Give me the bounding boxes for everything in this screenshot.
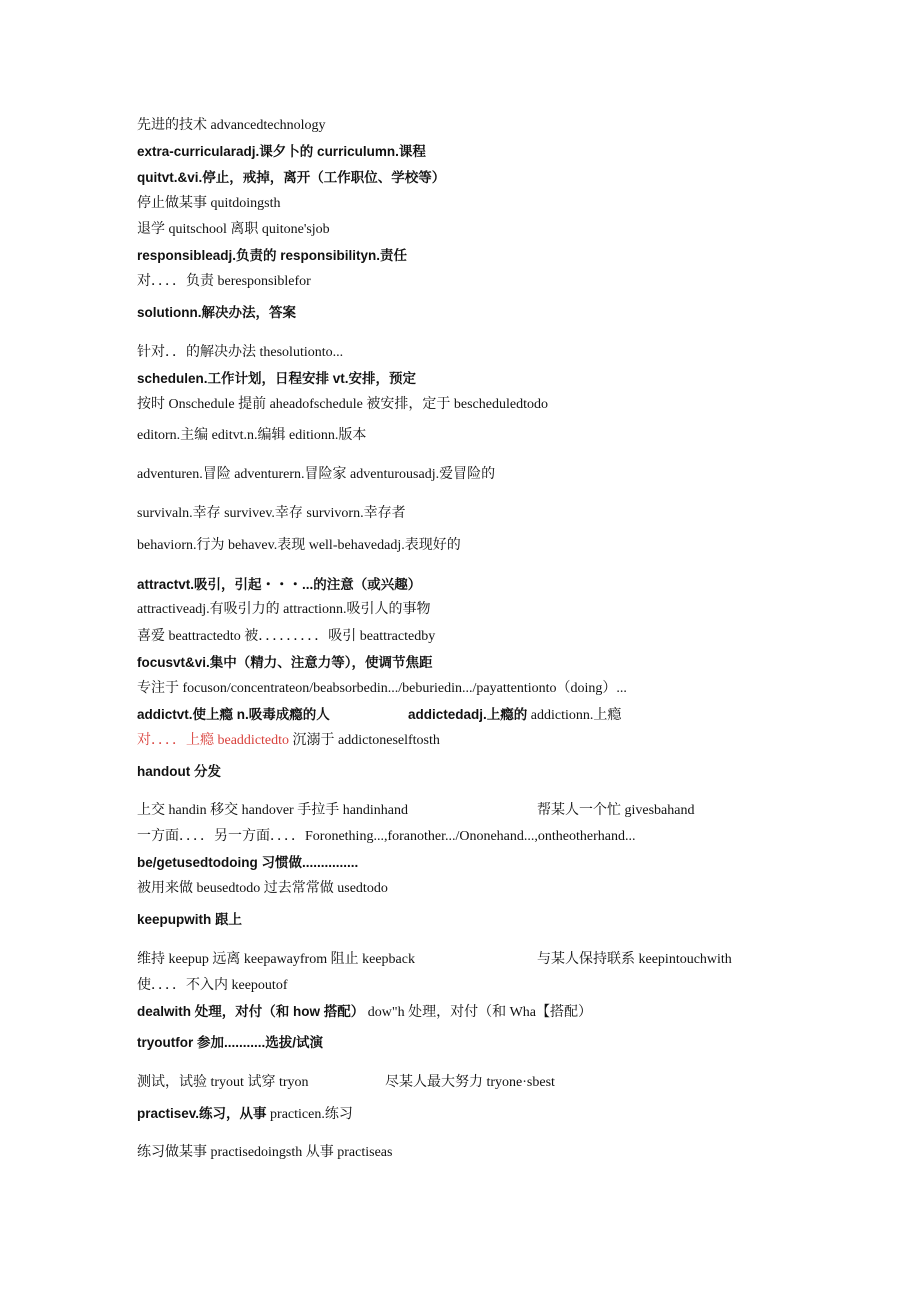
entry-quit: quitvt.&vi.停止，戒掉，离开（工作职位、学校等） — [137, 170, 446, 185]
entry-quit-doing: 停止做某事 quitdoingsth — [137, 196, 281, 211]
entry-survival: survivaln.幸存 survivev.幸存 survivorn.幸存者 — [137, 506, 406, 521]
entry-keep-up-with: keepupwith 跟上 — [137, 912, 243, 927]
entry-practise-doing: 练习做某事 practisedoingsth 从事 practiseas — [137, 1145, 393, 1160]
entry-advanced-technology: 先进的技术 advancedtechnology — [137, 118, 326, 133]
entry-responsible: responsibleadj.负责的 responsibilityn.责任 — [137, 248, 408, 263]
entry-deal-with: dealwith 处理，对付（和 how 搭配） dow"h 处理，对付（和 Wha【搭配） — [137, 1004, 593, 1020]
entry-be-addicted-to: 对．．．．上瘾 beaddictedto 沉溺于 addictoneselftosth — [137, 733, 440, 748]
entry-adventure: adventuren.冒险 adventurern.冒险家 adventurousadj.爱冒险的 — [137, 467, 496, 482]
entry-handout: handout 分发 — [137, 764, 221, 779]
entry-quit-school: 退学 quitschool 离职 quitone'sjob — [137, 222, 330, 237]
entry-try-out: 测试，试验 tryout 试穿 tryon 尽某人最大努力 tryone·sbest — [137, 1075, 555, 1090]
entry-extra-curricular: extra-curricularadj.课夕卜的 curriculumn.课程 — [137, 144, 426, 159]
entry-be-responsible-for: 对．．．．负责 beresponsiblefor — [137, 274, 311, 289]
entry-attractive: attractiveadj.有吸引力的 attractionn.吸引人的事物 — [137, 602, 431, 617]
entry-schedule: schedulen.工作计划，日程安排 vt.安排，预定 — [137, 371, 417, 386]
entry-addict: addictvt.使上瘾 n.吸毒成瘾的人 addictedadj.上瘾的 addictionn.上瘾 — [137, 707, 622, 723]
entry-practise: practisev.练习，从事 practicen.练习 — [137, 1106, 353, 1122]
entry-keep-out-of: 使．．．．不入内 keepoutof — [137, 978, 288, 993]
entry-try-out-for: tryoutfor 参加...........选拔/试演 — [137, 1035, 324, 1050]
entry-focus: focusvt&vi.集中（精力、注意力等），使调节焦距 — [137, 655, 433, 670]
entry-editor: editorn.主编 editvt.n.编辑 editionn.版本 — [137, 428, 367, 443]
entry-on-schedule: 按时 Onschedule 提前 aheadofschedule 被安排，定于 bescheduledtodo — [137, 397, 548, 412]
entry-hand-in: 上交 handin 移交 handover 手拉手 handinhand 帮某人一个忙 givesbahand — [137, 803, 695, 818]
entry-behavior: behaviorn.行为 behavev.表现 well-behavedadj.表现好的 — [137, 538, 461, 553]
entry-solution: solutionn.解决办法，答案 — [137, 305, 296, 320]
entry-keep-up: 维持 keepup 远离 keepawayfrom 阻止 keepback 与某人保持联系 keepintouchwith — [137, 952, 732, 967]
entry-be-attracted-to: 喜爱 beattractedto 被．．．．．．．．．吸引 beattractedby — [137, 629, 436, 644]
entry-be-used-to-doing: be/getusedtodoing 习惯做............... — [137, 855, 359, 870]
entry-solution-to: 针对．．的解决办法 thesolutionto... — [137, 345, 344, 360]
entry-be-used-to-do: 被用来做 beusedtodo 过去常常做 usedtodo — [137, 881, 388, 896]
entry-focus-on: 专注于 focuson/concentrateon/beabsorbedin.../beburiedin.../payattentionto（doing）... — [137, 681, 627, 696]
entry-on-one-hand: 一方面．．．．另一方面．．．．Foronething...,foranother.../Ononehand...,ontheotherhand... — [137, 829, 636, 844]
entry-attract: attractvt.吸引，引起・・・...的注意（或兴趣） — [137, 577, 422, 592]
